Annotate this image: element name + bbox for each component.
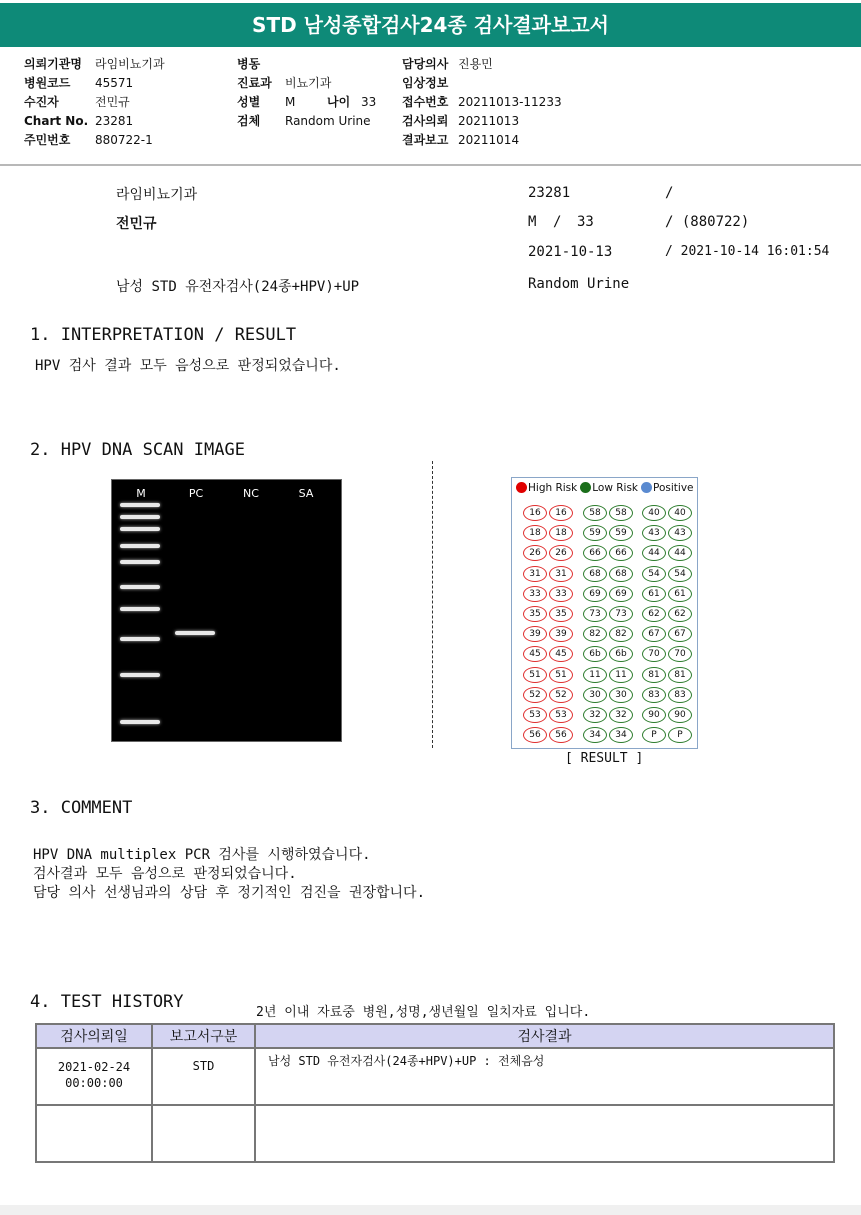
label-age: 나이: [327, 95, 351, 109]
summary-request-date: 2021-10-13: [528, 244, 613, 260]
gel-marker-band: [120, 503, 160, 507]
history-result: [255, 1105, 834, 1162]
hpv-type-61-indicator: 61: [668, 586, 692, 602]
hpv-type-33-indicator: 33: [523, 586, 547, 602]
history-note: 2년 이내 자료중 병원,성명,생년월일 일치자료 입니다.: [256, 1005, 591, 1020]
hpv-type-31-indicator: 31: [549, 566, 573, 582]
value-request-date: 20211013: [458, 114, 520, 128]
hpv-type-35-indicator: 35: [549, 606, 573, 622]
section1-result-text: HPV 검사 결과 모두 음성으로 판정되었습니다.: [35, 358, 341, 374]
value-patient: 전민규: [95, 95, 130, 109]
summary-specimen: Random Urine: [528, 276, 630, 292]
header-col-2: [237, 55, 376, 131]
summary-report-datetime: / 2021-10-14 16:01:54: [665, 244, 830, 259]
gel-marker-band: [120, 527, 160, 531]
value-department: 비뇨기과: [285, 76, 332, 90]
hpv-type-59-indicator: 59: [583, 525, 607, 541]
hpv-type-30-indicator: 30: [609, 687, 633, 703]
comment-line-2: 검사결과 모두 음성으로 판정되었습니다.: [33, 866, 297, 882]
hpv-type-18-indicator: 18: [549, 525, 573, 541]
hpv-type-69-indicator: 69: [583, 586, 607, 602]
label-request-date: 검사의뢰: [402, 114, 449, 128]
value-chart-no: 23281: [95, 114, 134, 128]
hpv-type-67-indicator: 67: [642, 626, 666, 642]
hpv-type-45-indicator: 45: [523, 646, 547, 662]
gel-lane-label-m: M: [136, 487, 146, 500]
hpv-type-54-indicator: 54: [668, 566, 692, 582]
section4-heading: 4. TEST HISTORY: [30, 992, 184, 1012]
hpv-type-31-indicator: 31: [523, 566, 547, 582]
hpv-type-18-indicator: 18: [523, 525, 547, 541]
summary-test-name: 남성 STD 유전자검사(24종+HPV)+UP: [116, 279, 360, 295]
summary-sex-age-sep: /: [553, 214, 562, 230]
hpv-type-44-indicator: 44: [642, 545, 666, 561]
history-type: [152, 1105, 255, 1162]
gel-lane-label-nc: NC: [243, 487, 259, 500]
test-history-table: [35, 1023, 835, 1163]
history-col-result: 검사결과: [255, 1024, 834, 1048]
hpv-type-35-indicator: 35: [523, 606, 547, 622]
report-title: STD 남성종합검사24종 검사결과보고서: [0, 3, 861, 47]
header-col-3: [402, 55, 562, 150]
hpv-type-69-indicator: 69: [609, 586, 633, 602]
hpv-type-81-indicator: 81: [642, 667, 666, 683]
hpv-type-54-indicator: 54: [642, 566, 666, 582]
hpv-type-53-indicator: 53: [523, 707, 547, 723]
gel-marker-band: [120, 544, 160, 548]
section2-heading: 2. HPV DNA SCAN IMAGE: [30, 440, 245, 460]
hpv-type-83-indicator: 83: [668, 687, 692, 703]
hpv-type-70-indicator: 70: [642, 646, 666, 662]
value-clinic: 라임비뇨기과: [95, 57, 165, 71]
value-receipt-no: 20211013-11233: [458, 95, 562, 109]
summary-patient: 전민규: [116, 216, 157, 232]
history-col-date: 검사의뢰일: [36, 1024, 152, 1048]
hpv-type-39-indicator: 39: [549, 626, 573, 642]
hpv-type-33-indicator: 33: [549, 586, 573, 602]
gel-marker-band: [120, 637, 160, 641]
section3-heading: 3. COMMENT: [30, 798, 133, 818]
hpv-legend: [516, 482, 694, 494]
gel-marker-band: [120, 585, 160, 589]
label-specimen: 검체: [237, 114, 261, 128]
value-specimen: Random Urine: [285, 114, 371, 128]
hpv-type-26-indicator: 26: [523, 545, 547, 561]
label-report-date: 결과보고: [402, 133, 449, 147]
hpv-type-32-indicator: 32: [609, 707, 633, 723]
hpv-type-51-indicator: 51: [549, 667, 573, 683]
gel-marker-band: [120, 515, 160, 519]
comment-line-1: HPV DNA multiplex PCR 검사를 시행하였습니다.: [33, 847, 371, 863]
hpv-type-82-indicator: 82: [609, 626, 633, 642]
low-risk-dot-icon: [580, 482, 591, 493]
hpv-type-40-indicator: 40: [642, 505, 666, 521]
hpv-type-16-indicator: 16: [549, 505, 573, 521]
hpv-type-43-indicator: 43: [668, 525, 692, 541]
summary-chart-no: 23281: [528, 185, 571, 201]
hpv-type-73-indicator: 73: [583, 606, 607, 622]
hpv-type-P-indicator: P: [642, 727, 666, 743]
history-col-type: 보고서구분: [152, 1024, 255, 1048]
hpv-type-90-indicator: 90: [642, 707, 666, 723]
comment-line-3: 담당 의사 선생님과의 상담 후 정기적인 검진을 권장합니다.: [33, 885, 426, 901]
hpv-type-62-indicator: 62: [668, 606, 692, 622]
value-sex: M: [285, 95, 296, 109]
header-col-1: [24, 55, 165, 150]
hpv-type-32-indicator: 32: [583, 707, 607, 723]
hpv-type-34-indicator: 34: [609, 727, 633, 743]
hpv-type-44-indicator: 44: [668, 545, 692, 561]
hpv-type-68-indicator: 68: [609, 566, 633, 582]
history-date: 2021-02-24: [57, 1060, 131, 1074]
hpv-type-59-indicator: 59: [609, 525, 633, 541]
hpv-type-16-indicator: 16: [523, 505, 547, 521]
section2-divider: [432, 461, 433, 748]
legend-positive: Positive: [641, 482, 693, 494]
hpv-type-81-indicator: 81: [668, 667, 692, 683]
label-doctor: 담당의사: [402, 57, 449, 71]
label-clinic: 의뢰기관명: [24, 57, 82, 71]
label-chart-no: Chart No.: [24, 114, 89, 128]
legend-high-risk: High Risk: [516, 482, 577, 494]
hpv-type-70-indicator: 70: [668, 646, 692, 662]
hpv-type-61-indicator: 61: [642, 586, 666, 602]
label-hospital-code: 병원코드: [24, 76, 71, 90]
positive-dot-icon: [641, 482, 652, 493]
label-sex: 성별: [237, 95, 261, 109]
hpv-type-6b-indicator: 6b: [583, 646, 607, 662]
hpv-type-51-indicator: 51: [523, 667, 547, 683]
hpv-type-43-indicator: 43: [642, 525, 666, 541]
hpv-type-P-indicator: P: [668, 727, 692, 743]
gel-lane-label-pc: PC: [188, 487, 204, 500]
hpv-type-39-indicator: 39: [523, 626, 547, 642]
history-date-cell: [36, 1105, 152, 1162]
gel-electrophoresis-image: [111, 479, 342, 742]
hpv-type-26-indicator: 26: [549, 545, 573, 561]
hpv-type-34-indicator: 34: [583, 727, 607, 743]
hpv-type-73-indicator: 73: [609, 606, 633, 622]
hpv-type-53-indicator: 53: [549, 707, 573, 723]
label-department: 진료과: [237, 76, 272, 90]
gel-marker-band: [120, 720, 160, 724]
hpv-type-11-indicator: 11: [583, 667, 607, 683]
hpv-type-52-indicator: 52: [549, 687, 573, 703]
hpv-type-56-indicator: 56: [523, 727, 547, 743]
label-receipt-no: 접수번호: [402, 95, 449, 109]
value-doctor: 진용민: [458, 57, 493, 71]
high-risk-dot-icon: [516, 482, 527, 493]
hpv-type-67-indicator: 67: [668, 626, 692, 642]
hpv-type-66-indicator: 66: [609, 545, 633, 561]
section1-heading: 1. INTERPRETATION / RESULT: [30, 325, 297, 345]
history-type: STD: [152, 1048, 255, 1105]
hpv-type-56-indicator: 56: [549, 727, 573, 743]
summary-age: 33: [577, 214, 594, 230]
legend-low-risk: Low Risk: [580, 482, 638, 494]
gel-marker-band: [120, 560, 160, 564]
hpv-type-62-indicator: 62: [642, 606, 666, 622]
hpv-result-panel: [511, 477, 698, 749]
result-caption: [ RESULT ]: [565, 751, 644, 766]
hpv-type-83-indicator: 83: [642, 687, 666, 703]
hpv-type-58-indicator: 58: [609, 505, 633, 521]
value-report-date: 20211014: [458, 133, 520, 147]
value-age: 33: [361, 95, 377, 109]
history-result: 남성 STD 유전자검사(24종+HPV)+UP : 전체음성: [255, 1048, 834, 1105]
value-hospital-code: 45571: [95, 76, 134, 90]
label-clinical-info: 임상정보: [402, 76, 449, 90]
gel-marker-band: [120, 607, 160, 611]
hpv-type-30-indicator: 30: [583, 687, 607, 703]
hpv-type-6b-indicator: 6b: [609, 646, 633, 662]
value-resident-no: 880722-1: [95, 133, 153, 147]
hpv-type-90-indicator: 90: [668, 707, 692, 723]
hpv-type-58-indicator: 58: [583, 505, 607, 521]
hpv-type-45-indicator: 45: [549, 646, 573, 662]
label-patient: 수진자: [24, 95, 59, 109]
hpv-type-40-indicator: 40: [668, 505, 692, 521]
history-time: 00:00:00: [65, 1076, 123, 1090]
hpv-type-11-indicator: 11: [609, 667, 633, 683]
gel-pc-band: [175, 631, 215, 635]
table-row: [36, 1105, 834, 1162]
header-divider: [0, 164, 861, 166]
gel-lane-label-sa: SA: [298, 487, 314, 500]
table-row: [36, 1048, 834, 1105]
summary-clinic: 라임비뇨기과: [116, 187, 198, 203]
history-date-cell: [36, 1048, 152, 1105]
summary-birth: / (880722): [665, 214, 750, 230]
label-resident-no: 주민번호: [24, 133, 71, 147]
summary-slash: /: [665, 185, 674, 201]
hpv-type-52-indicator: 52: [523, 687, 547, 703]
label-ward: 병동: [237, 57, 261, 71]
hpv-type-82-indicator: 82: [583, 626, 607, 642]
summary-sex: M: [528, 214, 537, 230]
gel-marker-band: [120, 673, 160, 677]
hpv-type-68-indicator: 68: [583, 566, 607, 582]
history-header-row: [36, 1024, 834, 1048]
hpv-type-66-indicator: 66: [583, 545, 607, 561]
